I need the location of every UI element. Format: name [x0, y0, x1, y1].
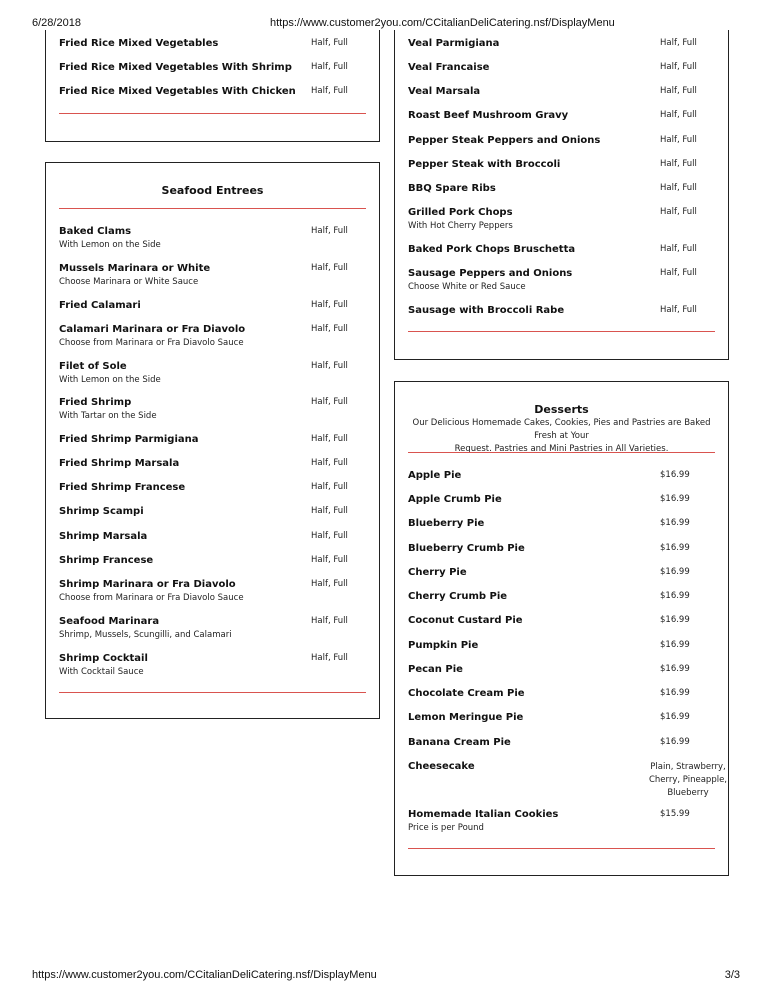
item-price: Half, Full	[660, 135, 697, 145]
section-divider	[59, 208, 366, 209]
item-name: Fried Rice Mixed Vegetables	[59, 38, 219, 49]
item-price: $16.99	[660, 737, 690, 747]
item-description: Choose Marinara or White Sauce	[59, 277, 199, 287]
item-price: Half, Full	[311, 434, 348, 444]
item-description: With Lemon on the Side	[59, 375, 161, 385]
item-price: $16.99	[660, 518, 690, 528]
menu-item	[408, 566, 715, 579]
menu-item	[59, 615, 366, 641]
item-description: Choose White or Red Sauce	[408, 282, 526, 292]
section-divider	[59, 113, 366, 114]
item-price	[628, 761, 748, 800]
item-name: Shrimp Marsala	[59, 531, 148, 542]
item-name: Sausage Peppers and Onions	[408, 268, 573, 279]
item-price: Half, Full	[660, 305, 697, 315]
price-line: Plain, Strawberry,	[650, 762, 726, 772]
item-name: Sausage with Broccoli Rabe	[408, 305, 565, 316]
item-price: Half, Full	[311, 226, 348, 236]
menu-item	[408, 243, 715, 256]
item-name: Fried Rice Mixed Vegetables With Shrimp	[59, 62, 292, 73]
item-description: Shrimp, Mussels, Scungilli, and Calamari	[59, 630, 232, 640]
item-price: $16.99	[660, 615, 690, 625]
fried-rice-section	[45, 30, 380, 142]
item-price: $16.99	[660, 470, 690, 480]
desserts-section	[394, 381, 729, 876]
item-name: Blueberry Crumb Pie	[408, 543, 525, 554]
seafood-section	[45, 162, 380, 719]
menu-item	[408, 206, 715, 232]
item-name: Apple Pie	[408, 470, 462, 481]
item-name: Banana Cream Pie	[408, 737, 511, 748]
section-divider	[408, 452, 715, 453]
item-price: Half, Full	[660, 110, 697, 120]
item-price: Half, Full	[311, 263, 348, 273]
item-name: Fried Calamari	[59, 300, 141, 311]
menu-item	[59, 323, 366, 349]
item-name: Seafood Marinara	[59, 616, 160, 627]
item-name: Shrimp Scampi	[59, 506, 144, 517]
menu-item	[408, 267, 715, 293]
print-date: 6/28/2018	[32, 17, 81, 29]
menu-item	[59, 554, 366, 567]
description-line: Our Delicious Homemade Cakes, Cookies, Pies and Pastries are Baked Fresh at Your	[412, 418, 711, 441]
item-price: $16.99	[660, 567, 690, 577]
item-name: Grilled Pork Chops	[408, 207, 513, 218]
menu-item	[59, 396, 366, 422]
item-name: Pecan Pie	[408, 664, 463, 675]
item-name: Shrimp Cocktail	[59, 653, 148, 664]
section-title: Seafood Entrees	[161, 184, 264, 197]
menu-item	[408, 614, 715, 627]
menu-item	[59, 37, 366, 50]
item-price: Half, Full	[311, 62, 348, 72]
item-price: Half, Full	[311, 300, 348, 310]
item-price: Half, Full	[660, 268, 697, 278]
menu-item	[59, 61, 366, 74]
menu-item	[59, 433, 366, 446]
item-price: Half, Full	[311, 361, 348, 371]
item-name: Fried Rice Mixed Vegetables With Chicken	[59, 86, 296, 97]
item-price: Half, Full	[660, 159, 697, 169]
item-description: With Hot Cherry Peppers	[408, 221, 513, 231]
item-price: $16.99	[660, 640, 690, 650]
item-price: Half, Full	[660, 38, 697, 48]
item-name: Veal Marsala	[408, 86, 481, 97]
item-price: Half, Full	[311, 653, 348, 663]
menu-item	[59, 85, 366, 98]
item-name: Shrimp Marinara or Fra Diavolo	[59, 579, 236, 590]
menu-item	[59, 578, 366, 604]
section-title: Desserts	[534, 403, 589, 416]
item-name: Fried Shrimp Marsala	[59, 458, 180, 469]
item-name: Blueberry Pie	[408, 518, 485, 529]
menu-item	[408, 808, 715, 834]
menu-item	[59, 262, 366, 288]
item-name: Pepper Steak with Broccoli	[408, 159, 561, 170]
item-name: Baked Pork Chops Bruschetta	[408, 244, 576, 255]
print-footer-url: https://www.customer2you.com/CCitalianDeliCatering.nsf/DisplayMenu	[32, 969, 377, 981]
menu-item	[408, 711, 715, 724]
menu-item	[408, 736, 715, 749]
item-price: Half, Full	[311, 616, 348, 626]
item-description: With Lemon on the Side	[59, 240, 161, 250]
item-price: Half, Full	[660, 244, 697, 254]
item-name: Fried Shrimp Francese	[59, 482, 186, 493]
menu-item	[408, 687, 715, 700]
menu-item	[408, 590, 715, 603]
menu-item	[408, 493, 715, 506]
menu-item	[408, 182, 715, 195]
section-divider	[408, 848, 715, 849]
item-price: Half, Full	[311, 482, 348, 492]
item-price: Half, Full	[660, 62, 697, 72]
menu-item	[408, 469, 715, 482]
item-name: Filet of Sole	[59, 361, 127, 372]
item-price: Half, Full	[311, 458, 348, 468]
item-price: Half, Full	[660, 183, 697, 193]
item-price: Half, Full	[311, 324, 348, 334]
menu-item	[59, 652, 366, 678]
item-name: Roast Beef Mushroom Gravy	[408, 110, 569, 121]
item-price: $16.99	[660, 494, 690, 504]
item-price: Half, Full	[311, 531, 348, 541]
item-price: $16.99	[660, 664, 690, 674]
item-name: Chocolate Cream Pie	[408, 688, 525, 699]
item-price: Half, Full	[311, 38, 348, 48]
item-price: Half, Full	[311, 579, 348, 589]
item-description: With Tartar on the Side	[59, 411, 157, 421]
price-line: Cherry, Pineapple,	[648, 775, 728, 785]
item-price: Half, Full	[311, 86, 348, 96]
menu-item	[59, 505, 366, 518]
item-price: Half, Full	[311, 506, 348, 516]
menu-item	[59, 481, 366, 494]
menu-item	[408, 134, 715, 147]
item-name: Homemade Italian Cookies	[408, 809, 559, 820]
menu-item	[408, 760, 728, 798]
item-description: Choose from Marinara or Fra Diavolo Sauce	[59, 338, 244, 348]
item-name: Shrimp Francese	[59, 555, 154, 566]
item-description: Price is per Pound	[408, 823, 484, 833]
item-name: Fried Shrimp Parmigiana	[59, 434, 199, 445]
price-line: Blueberry	[667, 788, 709, 798]
menu-item	[408, 542, 715, 555]
item-name: Cheesecake	[408, 761, 475, 772]
menu-item	[408, 61, 715, 74]
item-price: $16.99	[660, 543, 690, 553]
item-name: Veal Parmigiana	[408, 38, 500, 49]
item-name: BBQ Spare Ribs	[408, 183, 496, 194]
section-divider	[59, 692, 366, 693]
item-price: Half, Full	[311, 397, 348, 407]
print-footer	[0, 969, 772, 983]
item-name: Lemon Meringue Pie	[408, 712, 524, 723]
item-price: $15.99	[660, 809, 690, 819]
menu-item	[59, 360, 366, 386]
item-name: Cherry Crumb Pie	[408, 591, 508, 602]
item-name: Pepper Steak Peppers and Onions	[408, 135, 601, 146]
menu-item	[59, 225, 366, 251]
item-price: $16.99	[660, 712, 690, 722]
menu-item	[408, 158, 715, 171]
menu-item	[408, 639, 715, 652]
item-description: Choose from Marinara or Fra Diavolo Sauce	[59, 593, 244, 603]
menu-item	[59, 299, 366, 312]
menu-item	[408, 109, 715, 122]
print-header	[0, 17, 772, 31]
section-divider	[408, 331, 715, 332]
menu-item	[408, 85, 715, 98]
item-name: Calamari Marinara or Fra Diavolo	[59, 324, 246, 335]
menu-item	[408, 663, 715, 676]
page-number: 3/3	[724, 969, 740, 981]
menu-item	[59, 457, 366, 470]
print-header-url: https://www.customer2you.com/CCitalianDeliCatering.nsf/DisplayMenu	[270, 17, 615, 29]
item-name: Veal Francaise	[408, 62, 490, 73]
menu-item	[59, 530, 366, 543]
item-name: Apple Crumb Pie	[408, 494, 502, 505]
item-name: Cherry Pie	[408, 567, 467, 578]
menu-item	[408, 304, 715, 317]
item-name: Baked Clams	[59, 226, 132, 237]
item-name: Fried Shrimp	[59, 397, 132, 408]
meat-section	[394, 30, 729, 360]
section-description	[411, 417, 712, 456]
item-price: Half, Full	[311, 555, 348, 565]
item-price: $16.99	[660, 591, 690, 601]
item-price: Half, Full	[660, 207, 697, 217]
item-name: Coconut Custard Pie	[408, 615, 523, 626]
item-name: Pumpkin Pie	[408, 640, 479, 651]
item-price: $16.99	[660, 688, 690, 698]
item-description: With Cocktail Sauce	[59, 667, 144, 677]
item-name: Mussels Marinara or White	[59, 263, 211, 274]
menu-item	[408, 517, 715, 530]
description-line: Request. Pastries and Mini Pastries in All Varieties.	[454, 444, 669, 454]
menu-item	[408, 37, 715, 50]
item-price: Half, Full	[660, 86, 697, 96]
